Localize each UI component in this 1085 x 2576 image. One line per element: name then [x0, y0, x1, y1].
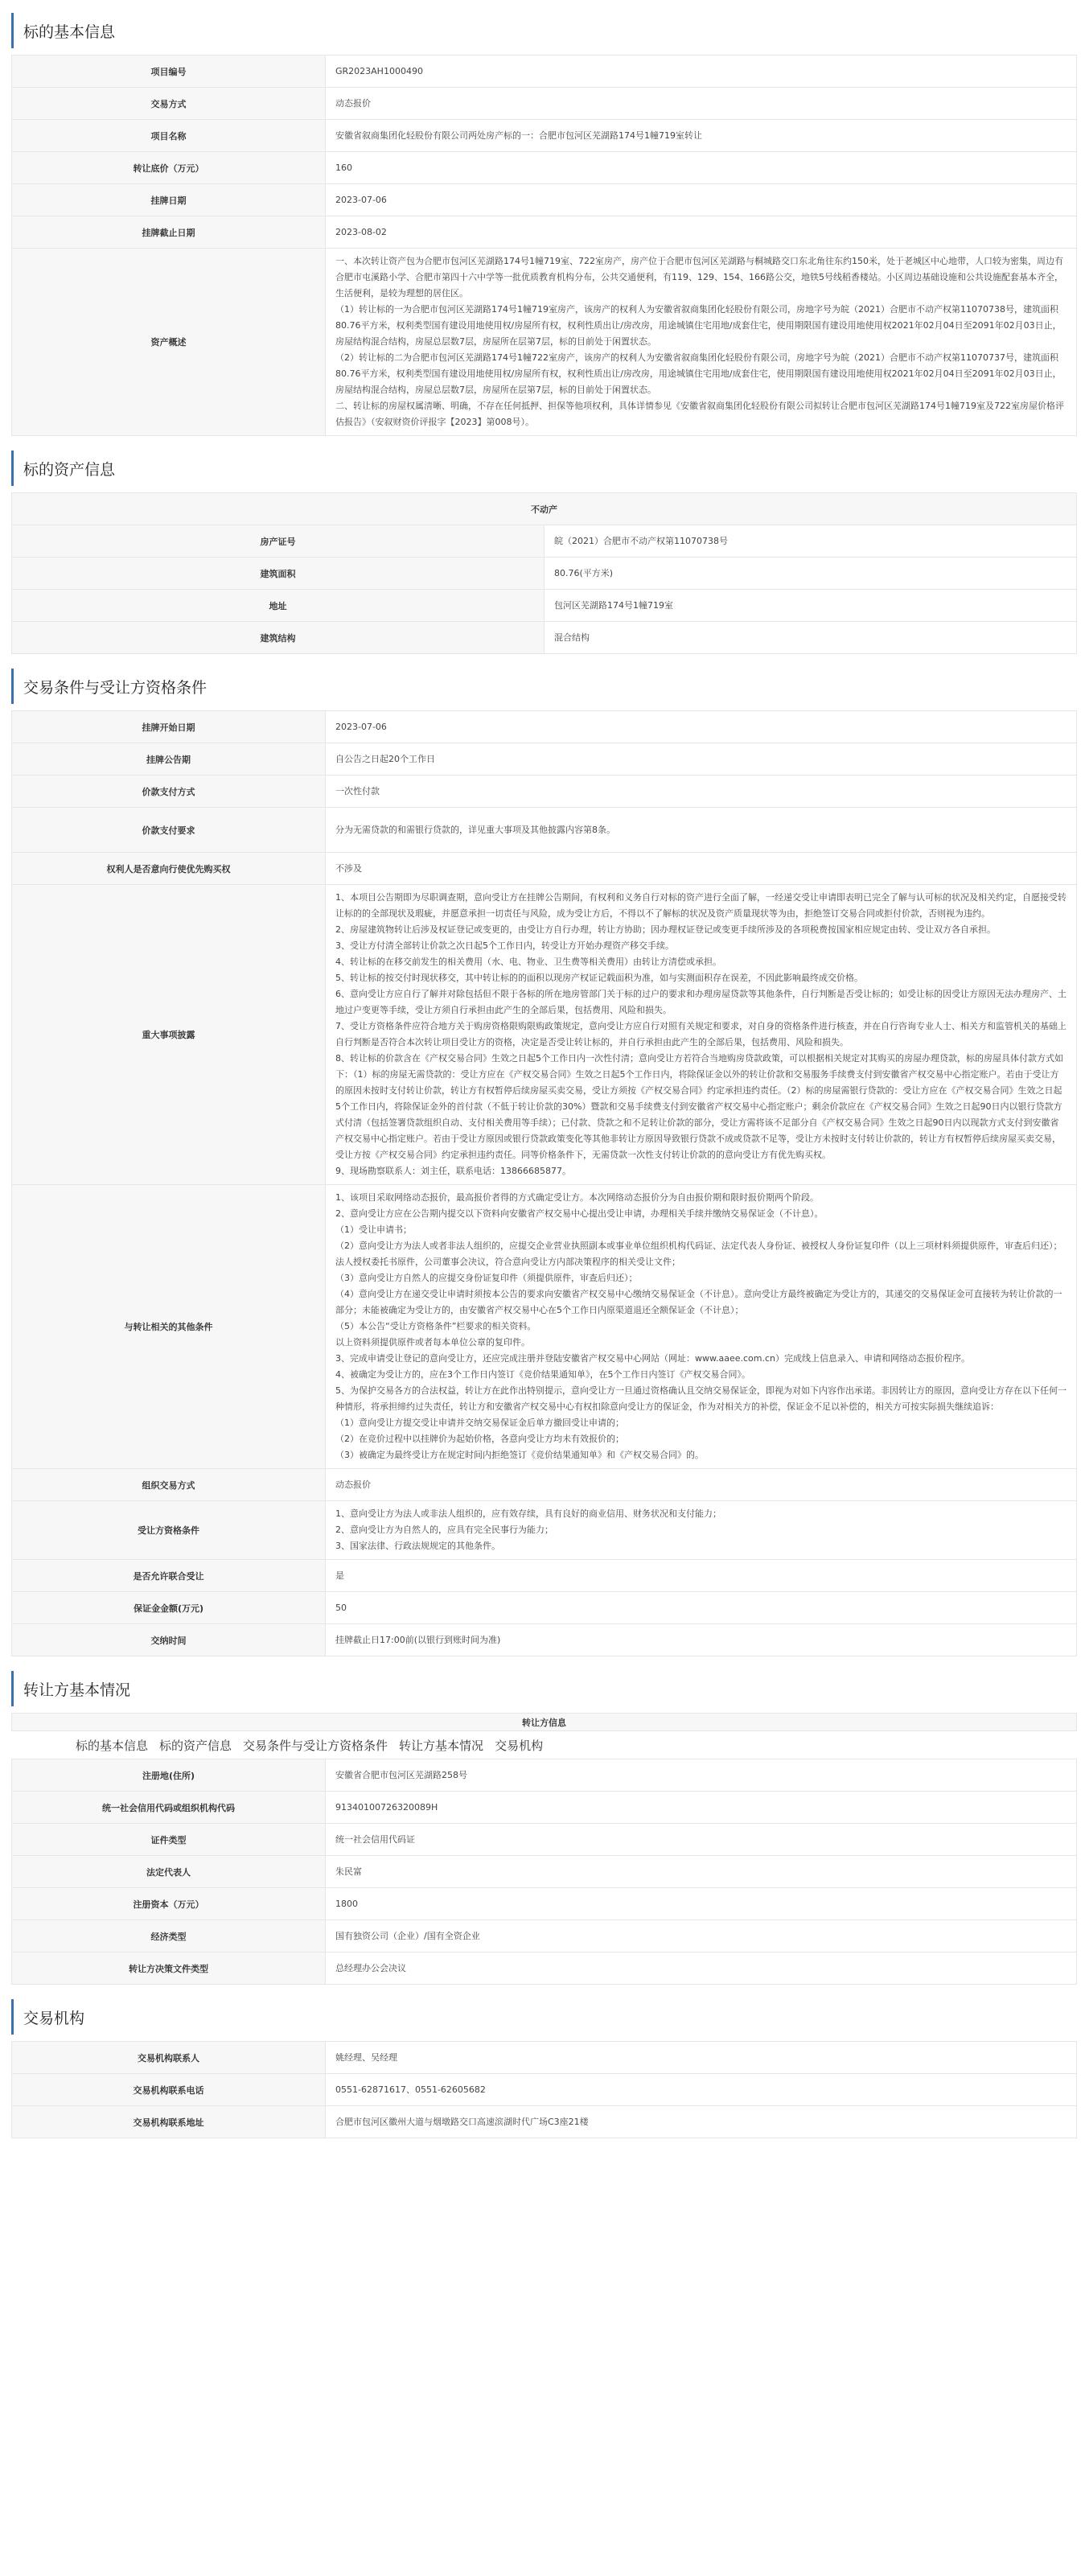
table-row: [12, 2106, 1077, 2138]
field-label: 组织交易方式: [12, 1469, 326, 1501]
field-value: 2023-07-06: [326, 184, 1077, 216]
field-label: 挂牌公告期: [12, 743, 326, 776]
table-row: [12, 184, 1077, 216]
field-label: 挂牌截止日期: [12, 216, 326, 249]
table-group-header: [12, 1714, 1077, 1731]
transferor-group-table: [11, 1713, 1077, 1731]
table-row: [12, 56, 1077, 88]
group-label: 不动产: [12, 493, 1077, 525]
field-label: 转让底价（万元）: [12, 152, 326, 184]
field-label: 价款支付要求: [12, 808, 326, 853]
field-value: 2023-07-06: [326, 711, 1077, 743]
field-label: 价款支付方式: [12, 776, 326, 808]
field-value: 是: [326, 1560, 1077, 1592]
table-row: [12, 776, 1077, 808]
table-row: [12, 120, 1077, 152]
field-label: 交易机构联系电话: [12, 2074, 326, 2106]
field-value: 包河区芜湖路174号1幢719室: [545, 590, 1077, 622]
table-row: [12, 711, 1077, 743]
field-value: 总经理办公会决议: [326, 1953, 1077, 1985]
field-label: 受让方资格条件: [12, 1501, 326, 1560]
section-title-asset: 标的资产信息: [11, 451, 1077, 486]
table-row: [12, 853, 1077, 885]
table-row: [12, 1624, 1077, 1656]
field-value: 1800: [326, 1888, 1077, 1920]
table-row: [12, 249, 1077, 436]
table-row: [12, 525, 1077, 558]
basic-info-table: [11, 55, 1077, 436]
table-row: [12, 1824, 1077, 1856]
field-value: 一次性付款: [326, 776, 1077, 808]
field-label: 与转让相关的其他条件: [12, 1185, 326, 1469]
asset-overview-text: 一、本次转让资产包为合肥市包河区芜湖路174号1幢719室、722室房产，房产位于合肥市包河区芜湖路与桐城路交口东北角往东约150米，处于老城区中心地带，人口较为密集，周边有合肥市屯溪路小学、合肥市第四十六中学等一批优质教育机构分布，公共交通便利，有119、129、154、166路公交，地铁5号线稻香楼站。小区周边基础设施和公共设施配套基本齐全，生活便利，是较为理想的居住区。 （1）转让标的一为合肥市包河区芜湖路174号1幢719室房产，该房产的权利人为安徽省叙商集团化轻股份有限公司，房地字号为皖（2021）合肥市不动产权第11070738号，建筑面积80.76平方米，权利类型国有建设用地使用权/房屋所有权，权利性质出让/房改房，用途城镇住宅用地/成套住宅，使用期限国有建设用地使用权2021年02月04日至2091年02月03日止，房屋结构混合结构，房屋总层数7层，房屋所在层第7层，标的目前处于闲置状态。 （2）转让标的二为合肥市包河区芜湖路174号1幢722室房产，该房产的权利人为安徽省叙商集团化轻股份有限公司，房地字号为皖（2021）合肥市不动产权第11070737号，建筑面积80.76平方米，权利类型国有建设用地使用权/房屋所有权，权利性质出让/房改房，用途城镇住宅用地/成套住宅，使用期限国有建设用地使用权2021年02月04日至2091年02月03日止，房屋结构混合结构，房屋总层数7层，房屋所在层第7层，标的目前处于闲置状态。 二、转让标的房屋权属清晰、明确，不存在任何抵押、担保等他项权利，具体详情参见《安徽省叙商集团化轻股份有限公司拟转让合肥市包河区芜湖路174号1幢719室及722室房屋价格评估报告》（安叙财资价评报字【2023】第008号）。: [326, 249, 1077, 436]
table-row: [12, 1469, 1077, 1501]
field-value: 朱民富: [326, 1856, 1077, 1888]
tab-asset-info[interactable]: 标的资产信息: [159, 1738, 232, 1753]
field-label: 证件类型: [12, 1824, 326, 1856]
field-value: 0551-62871617、0551-62605682: [326, 2074, 1077, 2106]
major-disclosure-text: 1、本项目公告期即为尽职调查期，意向受让方在挂牌公告期间，有权利和义务自行对标的资产进行全面了解，一经递交受让申请即表明已完全了解与认可标的状况及相关约定，自愿接受转让标的的全部现状及瑕疵，并愿意承担一切责任与风险，成为受让方后，不得以不了解标的状况及资产质量现状等为由，拒绝签订交易合同或拒付价款，否则视为违约。 2、房屋建筑物转让后涉及权证登记或变更的，由受让方自行办理，转让方协助；因办理权证登记或变更手续所涉及的各项税费按国家相应规定由转、受让双方各自承担。 3、受让方付清全部转让价款之次日起5个工作日内，转受让方开始办理资产移交手续。 4、转让标的在移交前发生的相关费用（水、电、物业、卫生费等相关费用）由转让方清偿或承担。 5、转让标的按交付时现状移交，其中转让标的的面积以现房产权证记载面积为准，如与实测面积存在误差，不因此影响最终成交价格。 6、意向受让方应自行了解并对除包括但不限于各标的所在地房管部门关于标的过户的要求和办理房屋贷款等其他条件，自行判断是否受让标的；如受让标的因受让方原因无法办理房产、土地过户变更等手续，受让方须自行承担由此产生的全部后果，包括费用、风险和损失。 7、受让方资格条件应符合地方关于购房资格限购限购政策规定，意向受让方应自行对照有关规定和要求，对自身的资格条件进行核查，并在自行咨询专业人士、相关方和监管机关的基础上自行判断是否符合本次转让项目受让方的资格，决定是否受让转让标的，并自行承担由此产生的全部后果，包括费用、风险和损失。 8、转让标的价款含在《产权交易合同》生效之日起5个工作日内一次性付清；意向受让方若符合当地购房贷款政策，可以根据相关规定对其购买的房屋办理贷款，标的房屋具体付款方式如下：（1）标的房屋无需贷款的：受让方应在《产权交易合同》生效之日起5个工作日内，将除保证金以外的转让价款和交易服务手续费支付到安徽省产权交易中心指定账户。若由于受让方的原因未按时支付转让价款，转让方有权暂停后续房屋买卖交易，受让方须按《产权交易合同》约定承担违约责任。（2）标的房屋需银行贷款的：受让方应在《产权交易合同》生效之日起5个工作日内，将除保证金外的首付款（不低于转让价款的30%）暨款和交易手续费支付到安徽省产权交易中心指定账户；剩余价款应在《产权交易合同》生效之日起90日内以银行贷款方式付清（包括签署贷款组织自动、支付相关费用等手续）；已付款、贷款之和不足转让价款的部分，受让方需将该不足部分自《产权交易合同》生效之日起90日内以现款方式支付到安徽省产权交易中心指定账户。若由于受让方原因或银行贷款政策变化等其他非转让方原因导致银行贷款不成或贷款不足等，受让方未按时支付转让价款的，转让方有权暂停后续房屋买卖交易，受让方按《产权交易合同》约定承担违约责任。同等价格条件下，无需贷款一次性支付转让价款的的意向受让方有优先购买权。 9、现场勘察联系人：刘主任，联系电话：13866685877。: [326, 885, 1077, 1185]
table-row: [12, 2042, 1077, 2074]
field-label: 建筑面积: [12, 558, 545, 590]
field-value: 姚经理、吴经理: [326, 2042, 1077, 2074]
field-value: 80.76(平方米): [545, 558, 1077, 590]
table-row: [12, 152, 1077, 184]
table-row: [12, 558, 1077, 590]
tab-agency[interactable]: 交易机构: [495, 1738, 544, 1753]
field-value: 安徽省合肥市包河区芜湖路258号: [326, 1759, 1077, 1792]
field-label: 资产概述: [12, 249, 326, 436]
tab-basic-info[interactable]: 标的基本信息: [76, 1738, 149, 1753]
table-row: [12, 1856, 1077, 1888]
field-value: 分为无需贷款的和需银行贷款的，详见重大事项及其他披露内容第8条。: [326, 808, 1077, 853]
field-value: 不涉及: [326, 853, 1077, 885]
table-row: [12, 1792, 1077, 1824]
field-label: 房产证号: [12, 525, 545, 558]
table-row: [12, 885, 1077, 1185]
other-conditions-text: 1、该项目采取网络动态报价，最高报价者得的方式确定受让方。本次网络动态报价分为自由报价期和限时报价期两个阶段。 2、意向受让方应在公告期内提交以下资料向安徽省产权交易中心提出受让申请，办理相关手续并缴纳交易保证金（不计息）。 （1）受让申请书； （2）意向受让方为法人或者非法人组织的，应提交企业营业执照副本或事业单位组织机构代码证、法定代表人身份证、被授权人身份证复印件（以上三项材料须提供原件，审查后归还）；法人授权委托书原件，公司董事会决议，符合意向受让方内部决策程序的相关受让文件； （3）意向受让方自然人的应提交身份证复印件（须提供原件，审查后归还）； （4）意向受让方在递交受让申请时须按本公告的要求向安徽省产权交易中心缴纳交易保证金（不计息）。意向受让方最终被确定为受让方的，其递交的交易保证金可直接转为转让价款的一部分；未能被确定为受让方的，由安徽省产权交易中心在5个工作日内原渠道退还全额保证金（不计息）； （5）本公告“受让方资格条件”栏要求的相关资料。 以上资料须提供原件或者每本单位公章的复印件。 3、完成申请受让登记的意向受让方，还应完成注册并登陆安徽省产权交易中心网站（网址：www.aaee.com.cn）完成线上信息录入、申请和网络动态报价程序。 4、被确定为受让方的，应在3个工作日内签订《竞价结果通知单》，在5个工作日内签订《产权交易合同》。 5、为保护交易各方的合法权益，转让方在此作出特别提示，意向受让方一旦通过资格确认且交纳交易保证金，即视为对如下内容作出承诺。非因转让方的原因，意向受让方存在以下任何一种情形，将承担缔约过失责任，转让方和安徽省产权交易中心有权扣除意向受让方的保证金，作为对相关方的补偿，保证金不足以补偿的，相关方可按实际损失继续追诉： （1）意向受让方提交受让申请并交纳交易保证金后单方撤回受让申请的； （2）在竞价过程中以挂牌价为起始价格，各意向受让方均未有效报价的； （3）被确定为最终受让方在规定时间内拒绝签订《竞价结果通知单》和《产权交易合同》的。: [326, 1185, 1077, 1469]
field-label: 挂牌日期: [12, 184, 326, 216]
table-row: [12, 1888, 1077, 1920]
field-label: 项目名称: [12, 120, 326, 152]
section-title-agency: 交易机构: [11, 1999, 1077, 2035]
field-label: 交易方式: [12, 88, 326, 120]
field-label: 权利人是否意向行使优先购买权: [12, 853, 326, 885]
section-title-conditions: 交易条件与受让方资格条件: [11, 669, 1077, 704]
table-row: [12, 1953, 1077, 1985]
table-row: [12, 743, 1077, 776]
field-value: 安徽省叙商集团化轻股份有限公司两处房产标的一：合肥市包河区芜湖路174号1幢719室转让: [326, 120, 1077, 152]
agency-table: [11, 2041, 1077, 2138]
table-group-header: [12, 493, 1077, 525]
table-row: [12, 808, 1077, 853]
field-value: 皖（2021）合肥市不动产权第11070738号: [545, 525, 1077, 558]
field-label: 是否允许联合受让: [12, 1560, 326, 1592]
field-label: 重大事项披露: [12, 885, 326, 1185]
field-value: 国有独资公司（企业）/国有全资企业: [326, 1920, 1077, 1953]
table-row: [12, 1560, 1077, 1592]
field-value: 自公告之日起20个工作日: [326, 743, 1077, 776]
field-label: 统一社会信用代码或组织机构代码: [12, 1792, 326, 1824]
field-label: 挂牌开始日期: [12, 711, 326, 743]
tab-conditions[interactable]: 交易条件与受让方资格条件: [243, 1738, 388, 1753]
field-value: 1、意向受让方为法人或非法人组织的，应有效存续，具有良好的商业信用、财务状况和支付能力； 2、意向受让方为自然人的，应具有完全民事行为能力； 3、国家法律、行政法规规定的其他条件。: [326, 1501, 1077, 1560]
conditions-table: [11, 710, 1077, 1656]
field-label: 交纳时间: [12, 1624, 326, 1656]
table-row: [12, 2074, 1077, 2106]
field-label: 保证金金额(万元): [12, 1592, 326, 1624]
field-label: 交易机构联系人: [12, 2042, 326, 2074]
table-row: [12, 1592, 1077, 1624]
field-label: 注册地(住所): [12, 1759, 326, 1792]
table-row: [12, 622, 1077, 654]
field-value: 混合结构: [545, 622, 1077, 654]
field-label: 注册资本（万元）: [12, 1888, 326, 1920]
field-value: 160: [326, 152, 1077, 184]
field-label: 建筑结构: [12, 622, 545, 654]
table-row: [12, 216, 1077, 249]
section-title-transferor: 转让方基本情况: [11, 1671, 1077, 1706]
field-value: 动态报价: [326, 88, 1077, 120]
table-row: [12, 1759, 1077, 1792]
field-value: 统一社会信用代码证: [326, 1824, 1077, 1856]
anchor-tab-bar: [11, 1731, 1077, 1759]
table-row: [12, 88, 1077, 120]
table-row: [12, 1920, 1077, 1953]
tab-transferor[interactable]: 转让方基本情况: [399, 1738, 484, 1753]
group-label: 转让方信息: [12, 1714, 1077, 1731]
field-label: 法定代表人: [12, 1856, 326, 1888]
table-row: [12, 590, 1077, 622]
field-label: 转让方决策文件类型: [12, 1953, 326, 1985]
field-value: 2023-08-02: [326, 216, 1077, 249]
field-value: 合肥市包河区徽州大道与烟墩路交口高速滨湖时代广场C3座21楼: [326, 2106, 1077, 2138]
field-label: 经济类型: [12, 1920, 326, 1953]
field-label: 项目编号: [12, 56, 326, 88]
transferor-table: [11, 1759, 1077, 1985]
field-value: 挂牌截止日17:00前(以银行到账时间为准): [326, 1624, 1077, 1656]
field-label: 交易机构联系地址: [12, 2106, 326, 2138]
field-value: 动态报价: [326, 1469, 1077, 1501]
field-label: 地址: [12, 590, 545, 622]
table-row: [12, 1185, 1077, 1469]
table-row: [12, 1501, 1077, 1560]
asset-info-table: [11, 492, 1077, 654]
field-value: GR2023AH1000490: [326, 56, 1077, 88]
section-title-basic: 标的基本信息: [11, 13, 1077, 48]
field-value: 91340100726320089H: [326, 1792, 1077, 1824]
field-value: 50: [326, 1592, 1077, 1624]
